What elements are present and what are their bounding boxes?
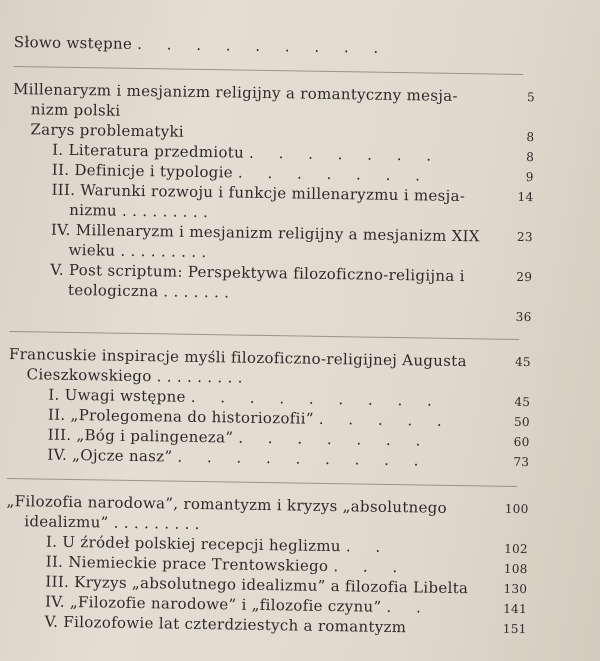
toc-entry-text: Francuskie inspiracje myśli filozoficzno-religijnej Augusta	[8, 344, 467, 371]
toc-entry-text: I. Uwagi wstępne	[48, 385, 186, 406]
page-number: 8	[526, 130, 535, 145]
section-divider	[9, 331, 519, 340]
toc-entry	[14, 32, 536, 60]
page-number: 73	[513, 454, 530, 470]
toc-section	[14, 32, 536, 60]
page-number: 100	[504, 501, 529, 517]
toc-entry-text: IV. Millenaryzm i mesjanizm religijny a mesjanizm XIX	[50, 220, 480, 246]
toc-section	[7, 344, 531, 472]
toc-section	[10, 79, 536, 325]
toc-entry-text: III. „Bóg i palingeneza”	[47, 425, 234, 447]
page-number: 29	[516, 269, 533, 285]
toc-section	[5, 491, 529, 639]
toc-entry-text: II. Definicje i typologie	[51, 160, 234, 182]
page-number: 108	[503, 561, 528, 577]
page-number: 151	[502, 621, 527, 637]
page-number	[492, 40, 536, 43]
leader-dots: . . . . . . .	[237, 163, 431, 185]
page-number: 5	[526, 90, 536, 105]
page-number: 102	[504, 541, 529, 557]
leader-dots: . . . . . . . . .	[190, 387, 442, 410]
toc-entry-text: III. Warunki rozwoju i funkcje millenaryzmu i mesja-	[51, 180, 466, 206]
toc-entry-continuation: teologiczna . . . . . . .	[67, 280, 230, 302]
toc-entry-text: V. Filozofowie lat czterdziestych a romantyzm	[44, 612, 407, 637]
toc-entry	[10, 259, 533, 307]
toc-entry-title	[50, 260, 489, 307]
page-number: 8	[526, 150, 535, 165]
toc-entry-text: „Filozofia narodowa”, romantyzm i kryzys „absolutnego	[6, 491, 448, 517]
section-divider	[13, 66, 523, 75]
toc-entry-continuation: nizmu . . . . . . . . .	[69, 200, 209, 222]
toc-entry-continuation: nizm polski	[30, 100, 121, 120]
table-of-contents	[4, 32, 536, 653]
leader-dots: . . . . . . .	[248, 143, 442, 165]
toc-entry-continuation: Cieszkowskiego . . . . . . . . .	[26, 365, 243, 387]
toc-entry-continuation: wieku . . . . . . . . .	[68, 240, 207, 262]
toc-entry-text: Zarys problematyki	[30, 120, 185, 141]
page-number: 23	[516, 229, 533, 245]
page-number: 36	[515, 309, 532, 325]
leader-dots: . . . . . . .	[238, 428, 431, 450]
toc-entry-text: V. Post scriptum: Perspektywa filozoficzno-religijna i	[50, 260, 465, 286]
toc-entry-text: Millenaryzm i mesjanizm religijny a romantyczny mesja-	[12, 79, 458, 105]
toc-entry-text: I. U źródeł polskiej recepcji heglizmu	[45, 532, 341, 556]
toc-entry-text: II. „Prolegomena do historiozofii”	[47, 405, 314, 428]
toc-entry-text: III. Kryzys „absolutnego idealizmu” a filozofia Libelta	[45, 572, 469, 598]
leader-dots: . .	[345, 537, 391, 556]
toc-entry-text: II. Niemieckie prace Trentowskiego	[45, 552, 329, 576]
page-number: 9	[525, 170, 534, 185]
toc-entry-text: IV. „Filozofie narodowe” i „filozofie czynu”	[44, 592, 382, 616]
page-number: 130	[503, 581, 528, 597]
page-number: 141	[503, 601, 528, 617]
page-number: 45	[514, 354, 531, 370]
page-number: 45	[514, 394, 531, 410]
toc-entry-title	[14, 32, 492, 60]
leader-dots: . . . . .	[318, 409, 452, 430]
toc-entry-text: IV. „Ojcze nasz”	[47, 445, 173, 466]
page-number: 60	[513, 434, 530, 450]
toc-entry-text: Słowo wstępne	[13, 32, 133, 53]
leader-dots: . .	[386, 597, 431, 617]
section-divider	[7, 478, 517, 487]
toc-entry-text: I. Literatura przedmiotu	[52, 140, 245, 162]
page-number: 50	[513, 414, 531, 430]
leader-dots: . . .	[333, 557, 408, 577]
toc-entry-continuation: idealizmu” . . . . . . . . .	[24, 512, 200, 533]
leader-dots: . . . . . . . . .	[177, 447, 429, 470]
toc-entry-title	[51, 180, 490, 227]
leader-dots: . . . . . . . . .	[137, 34, 389, 57]
toc-entry-title	[50, 220, 489, 267]
page-number: 14	[517, 189, 534, 205]
